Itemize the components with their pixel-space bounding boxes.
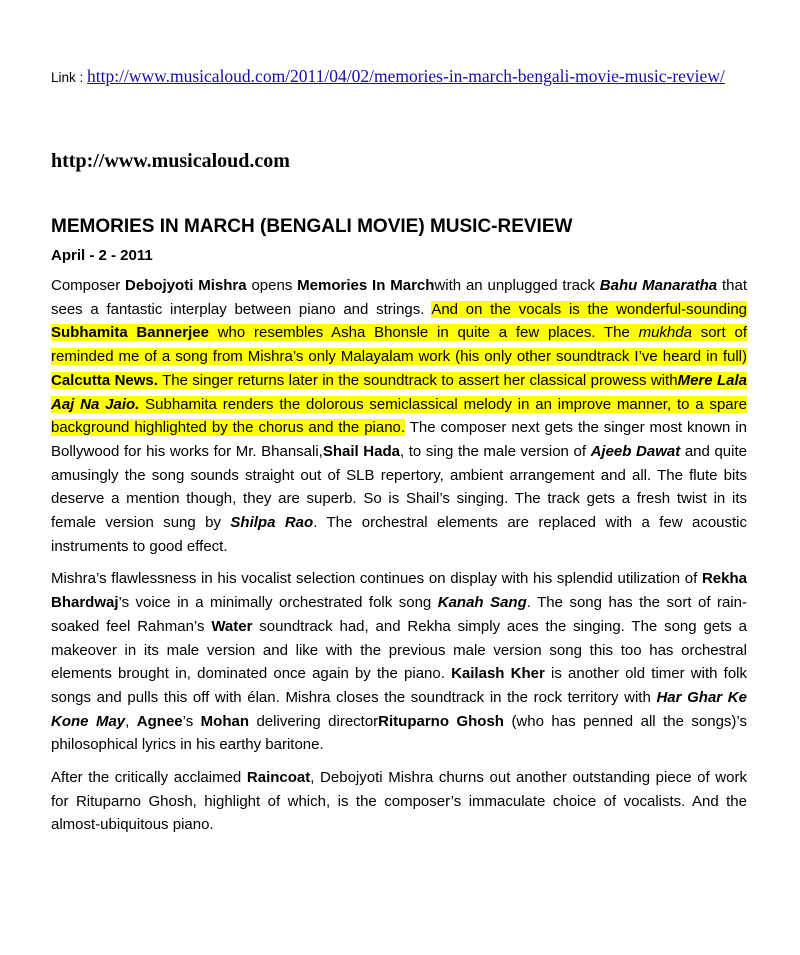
text-run: Composer bbox=[51, 277, 126, 294]
paragraph-2 bbox=[51, 567, 747, 757]
band-name: Agnee bbox=[136, 712, 183, 730]
singer-name: Shilpa Rao bbox=[230, 514, 314, 532]
text-run: Subhamita renders the dolorous semiclassical melody in an improve manner, to a spare background highlighted by the chorus and the piano. bbox=[51, 395, 747, 437]
singer-name: Mohan bbox=[200, 712, 249, 730]
text-run: And on the vocals is the wonderful-sounding bbox=[431, 300, 748, 318]
text-run: (who has penned all the songs)’s philosophical lyrics in his earthy baritone. bbox=[51, 712, 747, 754]
text-run: is another old timer with folk songs and pulls this off with élan. Mishra closes the soundtrack in the rock territory with bbox=[51, 665, 747, 706]
article-date: April - 2 - 2011 bbox=[51, 247, 153, 264]
singer-name: Kailash Kher bbox=[451, 665, 545, 683]
paragraph-3 bbox=[51, 766, 747, 837]
text-run: opens bbox=[246, 277, 298, 294]
source-url-link[interactable]: http://www.musicaloud.com/2011/04/02/memories-in-march-bengali-movie-music-review/ bbox=[87, 66, 725, 86]
song-title: Kanah Sang bbox=[437, 594, 527, 612]
composer-name: Debojyoti Mishra bbox=[125, 277, 247, 294]
album-name: Water bbox=[211, 617, 253, 635]
album-name: Calcutta News. bbox=[51, 371, 158, 389]
singer-name: Subhamita Bannerjee bbox=[51, 324, 209, 342]
text-run: ’s bbox=[182, 712, 201, 730]
text-run: The singer returns later in the soundtrack to assert her classical prowess with bbox=[157, 371, 678, 389]
album-name: Memories In March bbox=[297, 277, 435, 294]
text-run: . The orchestral elements are replaced with a few acoustic instruments to good effect. bbox=[51, 514, 747, 555]
text-run: , to sing the male version of bbox=[399, 442, 591, 460]
paragraph-1 bbox=[51, 274, 747, 558]
article-title: MEMORIES IN MARCH (BENGALI MOVIE) MUSIC-REVIEW bbox=[51, 216, 573, 237]
text-run: Mishra’s flawlessness in his vocalist selection continues on display with his splendid utilization of bbox=[51, 570, 702, 588]
song-title: Mere Lala Aaj Na Jaio. bbox=[51, 371, 748, 413]
song-title: Bahu Manaratha bbox=[599, 277, 718, 294]
singer-name: Rekha Bhardwaj bbox=[51, 570, 747, 612]
text-run: The composer next gets the singer most known in Bollywood for his works for Mr. Bhansali, bbox=[51, 419, 747, 460]
song-title: Har Ghar Ke Kone May bbox=[51, 688, 747, 730]
site-title: http://www.musicaloud.com bbox=[51, 150, 290, 172]
link-label: Link : bbox=[51, 70, 88, 85]
article-body bbox=[51, 274, 747, 846]
singer-name: Shail Hada bbox=[322, 442, 400, 460]
text-run: soundtrack had, and Rekha simply aces the singing. The song gets a makeover in its male version and like with the previous male version song this too has orchestral elements brought in, dominated once again by the piano. bbox=[51, 617, 747, 683]
text-run: delivering director bbox=[249, 712, 379, 730]
text-run: , bbox=[125, 712, 137, 730]
director-name: Rituparno Ghosh bbox=[378, 712, 504, 730]
text-run: ’s voice in a minimally orchestrated folk song bbox=[118, 594, 438, 612]
text-run: with an unplugged track bbox=[434, 277, 600, 294]
text-run: After the critically acclaimed bbox=[51, 769, 247, 787]
text-run: who resembles Asha Bhonsle in quite a few places. The bbox=[208, 324, 639, 342]
text-run: that sees a fantastic interplay between piano and strings. bbox=[51, 277, 748, 318]
text-run: , Debojyoti Mishra churns out another outstanding piece of work for Rituparno Ghosh, highlight of which, is the composer’s immaculate choice of vocalists. And the almost-ubiquitous piano. bbox=[51, 769, 747, 834]
text-run: and quite amusingly the song sounds straight out of SLB repertory, ambient arrangement and all. The flute bits deserve a mention though, they are superb. So is Shail’s singing. The track gets a fresh twist in its female version sung by bbox=[51, 442, 747, 532]
highlighted-passage bbox=[51, 301, 747, 437]
source-link-line bbox=[51, 66, 751, 88]
film-name: Raincoat bbox=[246, 769, 311, 787]
text-run: . The song has the sort of rain-soaked feel Rahman’s bbox=[51, 594, 747, 635]
italic-term: mukhda bbox=[638, 324, 692, 342]
song-title: Ajeeb Dawat bbox=[590, 442, 681, 460]
text-run: sort of reminded me of a song from Mishra’s only Malayalam work (his only other soundtrack I’ve heard in full) bbox=[51, 324, 747, 366]
